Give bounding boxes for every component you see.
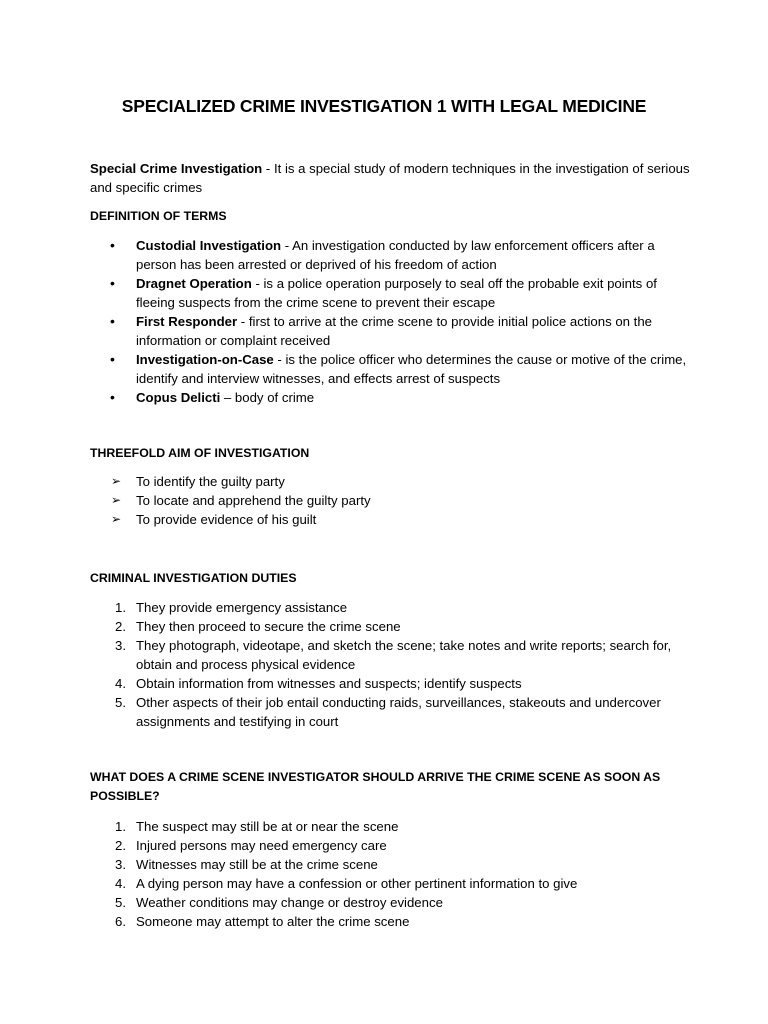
definitions-heading: DEFINITION OF TERMS (90, 209, 227, 223)
list-number: 2. (115, 619, 126, 634)
definitions-list (90, 236, 690, 407)
definition-term: Custodial Investigation (136, 238, 282, 253)
arrow-bullet-icon: ➢ (111, 512, 122, 526)
duty-text: Obtain information from witnesses and suspects; identify suspects (136, 676, 522, 691)
list-item (90, 693, 690, 731)
list-number: 2. (115, 838, 126, 853)
list-number: 3. (115, 638, 126, 653)
list-item (90, 836, 690, 855)
definition-term: First Responder (136, 314, 238, 329)
list-item (90, 855, 690, 874)
list-item (90, 491, 690, 510)
intro-term: Special Crime Investigation (90, 161, 263, 176)
list-number: 6. (115, 914, 126, 929)
list-item (90, 817, 690, 836)
list-item (90, 236, 690, 274)
list-item (90, 674, 690, 693)
list-item (90, 617, 690, 636)
list-number: 4. (115, 676, 126, 691)
aims-list (90, 472, 690, 529)
definition-text: - is the police officer who determines the cause or motive of the crime, identify and interview witnesses, and effects arrest of suspects (136, 352, 687, 386)
list-item (90, 893, 690, 912)
list-number: 5. (115, 695, 126, 710)
aim-text: To locate and apprehend the guilty party (136, 493, 371, 508)
definition-text: – body of crime (220, 390, 315, 405)
arrow-bullet-icon: ➢ (111, 474, 122, 488)
list-item (90, 350, 690, 388)
definition-term: Investigation-on-Case (136, 352, 274, 367)
reason-text: Injured persons may need emergency care (136, 838, 387, 853)
duties-heading: CRIMINAL INVESTIGATION DUTIES (90, 571, 297, 585)
reason-text: A dying person may have a confession or other pertinent information to give (136, 876, 578, 891)
reason-text: Someone may attempt to alter the crime scene (136, 914, 410, 929)
duties-list (90, 598, 690, 731)
definition-term: Copus Delicti (136, 390, 221, 405)
definition-term: Dragnet Operation (136, 276, 252, 291)
list-item (90, 312, 690, 350)
bullet-icon: • (110, 351, 115, 367)
list-item (90, 912, 690, 931)
reasons-heading: WHAT DOES A CRIME SCENE INVESTIGATOR SHOULD ARRIVE THE CRIME SCENE AS SOON AS POSSIBLE? (90, 770, 661, 803)
duty-text: They then proceed to secure the crime scene (136, 619, 401, 634)
aim-text: To identify the guilty party (136, 474, 285, 489)
document-title: SPECIALIZED CRIME INVESTIGATION 1 WITH LEGAL MEDICINE (121, 96, 647, 116)
list-number: 4. (115, 876, 126, 891)
duty-text: They provide emergency assistance (136, 600, 348, 615)
list-item (90, 388, 690, 407)
bullet-icon: • (110, 313, 115, 329)
list-item (90, 874, 690, 893)
definition-text: - is a police operation purposely to seal off the probable exit points of fleeing suspects from the crime scene to prevent their escape (136, 276, 657, 310)
definition-text: - An investigation conducted by law enforcement officers after a person has been arrested or deprived of his freedom of action (136, 238, 655, 272)
list-item (90, 510, 690, 529)
reason-text: The suspect may still be at or near the scene (136, 819, 399, 834)
aims-heading: THREEFOLD AIM OF INVESTIGATION (90, 446, 310, 460)
list-item (90, 274, 690, 312)
reason-text: Weather conditions may change or destroy evidence (136, 895, 443, 910)
list-item (90, 598, 690, 617)
bullet-icon: • (110, 275, 115, 291)
definition-text: - first to arrive at the crime scene to provide initial police actions on the information or complaint received (136, 314, 652, 348)
list-number: 1. (115, 600, 126, 615)
aim-text: To provide evidence of his guilt (136, 512, 317, 527)
intro-paragraph (90, 159, 690, 197)
bullet-icon: • (110, 237, 115, 253)
list-number: 3. (115, 857, 126, 872)
reasons-list (90, 817, 690, 931)
duty-text: They photograph, videotape, and sketch the scene; take notes and write reports; search for, obtain and process physical evidence (136, 638, 672, 672)
list-number: 5. (115, 895, 126, 910)
reason-text: Witnesses may still be at the crime scene (136, 857, 378, 872)
bullet-icon: • (110, 389, 115, 405)
list-item (90, 472, 690, 491)
duty-text: Other aspects of their job entail conducting raids, surveillances, stakeouts and undercover assignments and testifying in court (136, 695, 661, 729)
intro-text: - It is a special study of modern techniques in the investigation of serious and specific crimes (90, 161, 690, 195)
list-item (90, 636, 690, 674)
arrow-bullet-icon: ➢ (111, 493, 122, 507)
list-number: 1. (115, 819, 126, 834)
